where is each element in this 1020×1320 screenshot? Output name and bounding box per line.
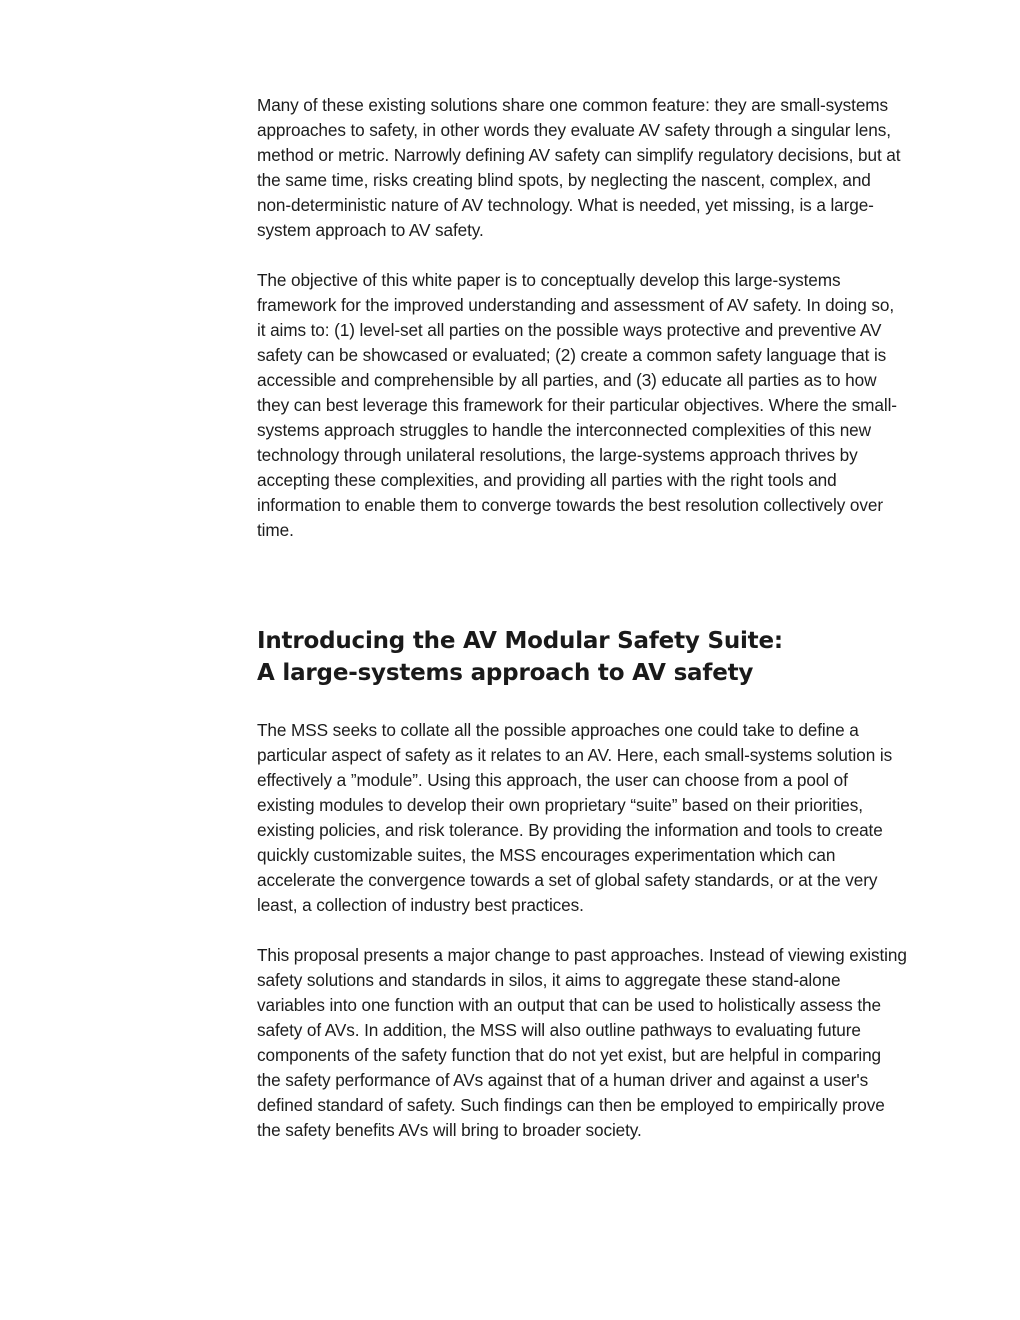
document-page — [257, 93, 907, 1143]
paragraph-spacer — [257, 243, 907, 268]
section-heading — [257, 625, 907, 689]
intro-paragraph-2: The objective of this white paper is to conceptually develop this large-systems framework for the improved understanding and assessment of AV safety. In doing so, it aims to: (1) level-set all parties on the possible ways protective and preventive AV safety can be showcased or evaluated; (2) create a common safety language that is accessible and comprehensible by all parties, and (3) educate all parties as to how they can best leverage this framework for their particular objectives. Where the small-systems approach struggles to handle the interconnected complexities of this new technology through unilateral resolutions, the large-systems approach thrives by accepting these complexities, and providing all parties with the right tools and information to enable them to converge towards the best resolution collectively over time. — [257, 270, 897, 540]
paragraph-spacer — [257, 918, 907, 943]
section-heading-line-1: Introducing the AV Modular Safety Suite: — [257, 628, 783, 654]
section-spacer — [257, 543, 907, 625]
section-paragraph-2: This proposal presents a major change to past approaches. Instead of viewing existing safety solutions and standards in silos, it aims to aggregate these stand-alone variables into one function with an output that can be used to holistically assess the safety of AVs. In addition, the MSS will also outline pathways to evaluating future components of the safety function that do not yet exist, but are helpful in comparing the safety performance of AVs against that of a human driver and against a user's defined standard of safety. Such findings can then be employed to empirically prove the safety benefits AVs will bring to broader society. — [257, 945, 907, 1140]
section-heading-line-2: A large-systems approach to AV safety — [257, 660, 754, 686]
section-paragraph-1: The MSS seeks to collate all the possible approaches one could take to define a particular aspect of safety as it relates to an AV. Here, each small-systems solution is effectively a ”module”. Using this approach, the user can choose from a pool of existing modules to develop their own proprietary “suite” based on their priorities, existing policies, and risk tolerance. By providing the information and tools to create quickly customizable suites, the MSS encourages experimentation which can accelerate the convergence towards a set of global safety standards, or at the very least, a collection of industry best practices. — [257, 720, 893, 915]
intro-paragraph-1: Many of these existing solutions share one common feature: they are small-systems approaches to safety, in other words they evaluate AV safety through a singular lens, method or metric. Narrowly defining AV safety can simplify regulatory decisions, but at the same time, risks creating blind spots, by neglecting the nascent, complex, and non-deterministic nature of AV technology. What is needed, yet missing, is a large-system approach to AV safety. — [257, 95, 901, 240]
heading-spacer — [257, 689, 907, 718]
